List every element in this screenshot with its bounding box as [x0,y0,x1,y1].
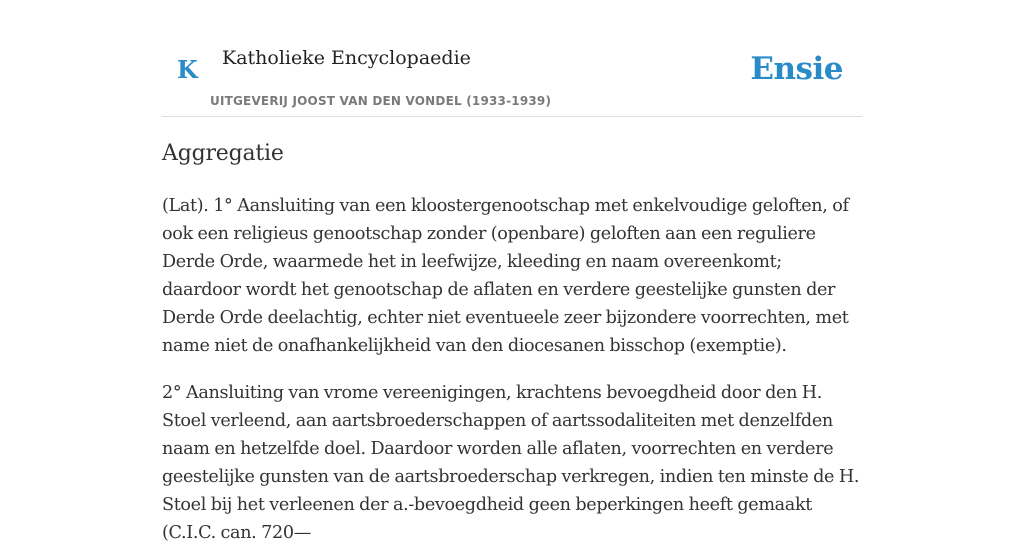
article-paragraph: (Lat). 1° Aansluiting van een kloostergenootschap met enkelvoudige geloften, of ook een religieus genootschap zonder (openbare) geloften aan een reguliere Derde Orde, waarmede het in leefwijze, kleeding en naam overeenkomt; daardoor wordt het genootschap de aflaten en verdere geestelijke gunsten der Derde Orde deelachtig, echter niet eventueele zeer bijzondere voorrechten, met name niet de onafhankelijkheid van den diocesanen bisschop (exemptie). [162,196,849,356]
ensie-logo[interactable]: Ensie [750,51,843,87]
logo-icon[interactable]: K [177,55,198,84]
article-title: Aggregatie [162,141,284,166]
article-paragraph: 2° Aansluiting van vrome vereenigingen, krachtens bevoegdheid door den H. Stoel verleend, aan aartsbroederschappen of aartssodaliteiten met denzelfden naam en hetzelfde doel. Daardoor worden alle aflaten, voorrechten en verdere geestelijke gunsten van de aartsbroederschap verkregen, indien ten minste de H. Stoel bij het verleenen der a.-bevoegdheid geen beperkingen heeft gemaakt (C.I.C. can. 720— [162,383,860,543]
publisher-label: UITGEVERIJ JOOST VAN DEN VONDEL (1933-1939) [210,94,552,108]
site-header [162,0,862,117]
article [162,139,862,547]
encyclopedia-title[interactable]: Katholieke Encyclopaedie [222,47,471,69]
